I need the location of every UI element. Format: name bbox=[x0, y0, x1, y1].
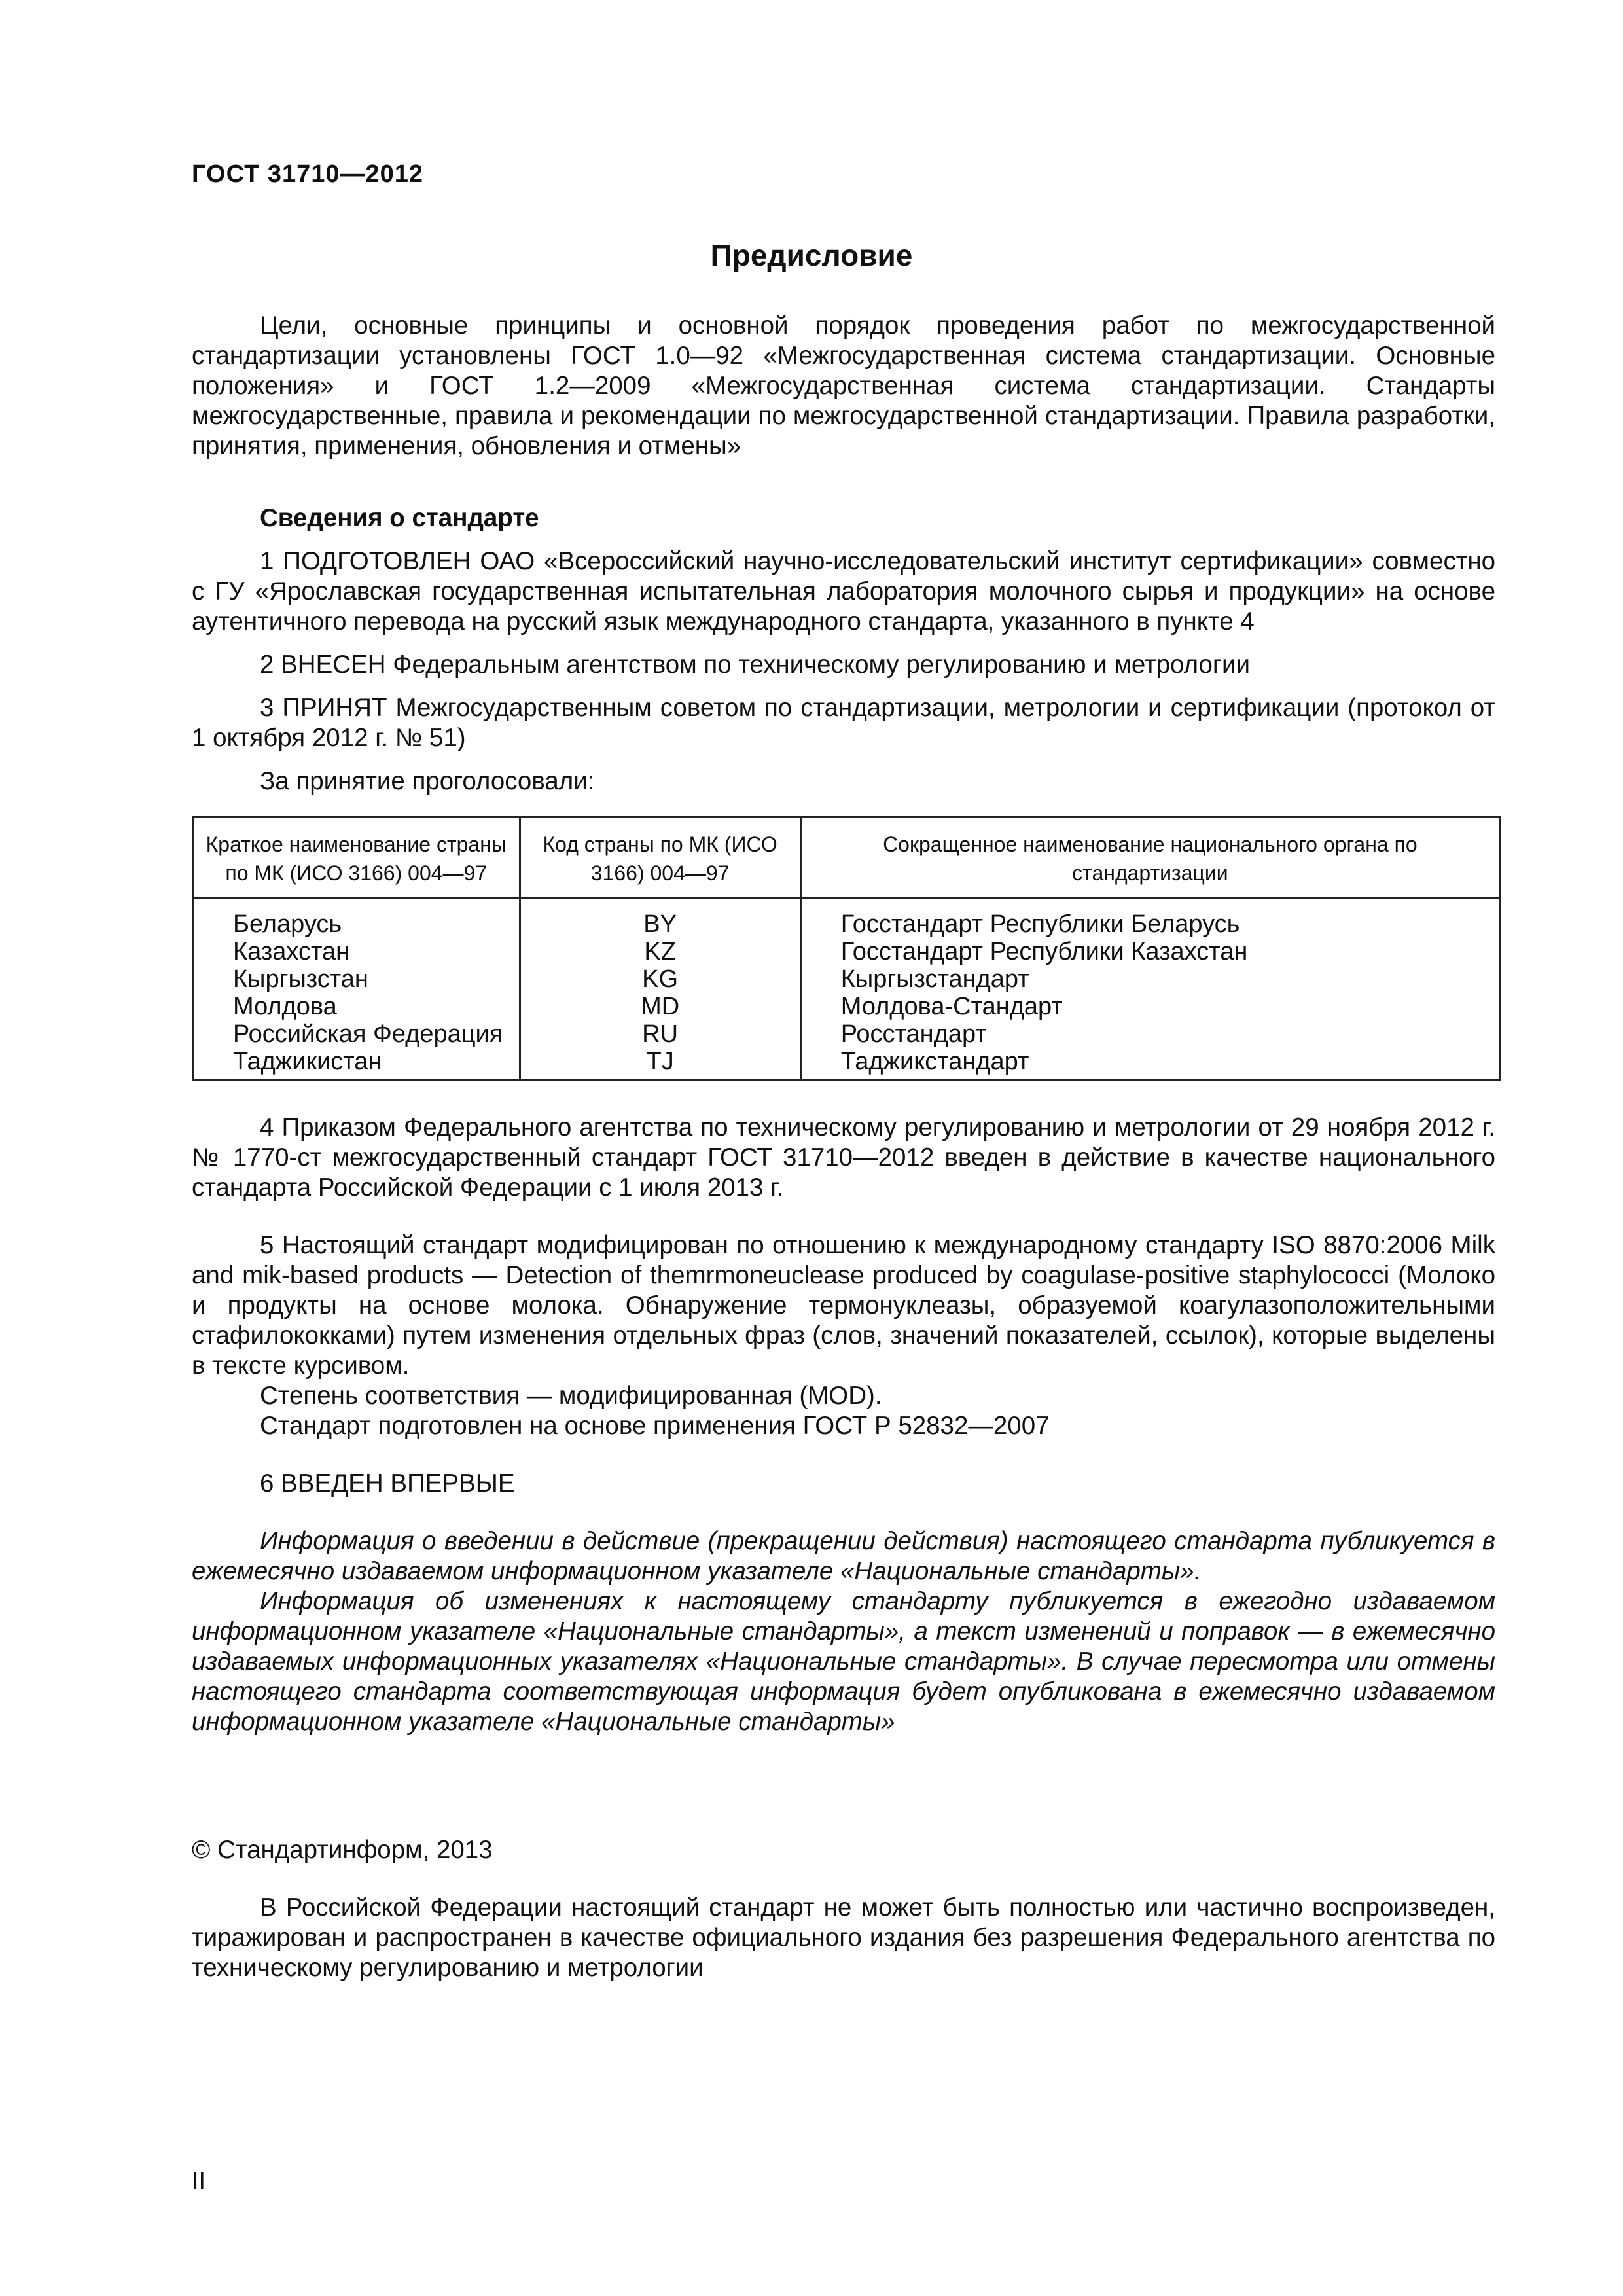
table-row bbox=[193, 1048, 1500, 1081]
info-paragraph-1: Информация о введении в действие (прекращении действия) настоящего стандарта публикуется в ежемесячно издаваемом информационном указателе «Национальные стандарты». bbox=[192, 1527, 1495, 1585]
col-header-code: Код страны по МК (ИСО 3166) 004—97 bbox=[520, 817, 800, 898]
voting-table bbox=[192, 816, 1501, 1081]
table-row bbox=[193, 993, 1500, 1020]
item-5-basis: Стандарт подготовлен на основе применения ГОСТ Р 52832—2007 bbox=[260, 1412, 1050, 1440]
code-cell: TJ bbox=[520, 1048, 800, 1081]
intro-paragraph: Цели, основные принципы и основной порядок проведения работ по межгосударственной стандартизации установлены ГОСТ 1.0—92 «Межгосударственная система стандартизации. Основные положения» и ГОСТ 1.2—2009 «Межгосударственная система стандартизации. Стандарты межгосударственные, правила и рекомендации по межгосударственной стандартизации. Правила разработки, принятия, применения, обновления и отмены» bbox=[192, 312, 1495, 460]
copyright-notice: © Стандартинформ, 2013 bbox=[192, 1836, 493, 1864]
code-cell: MD bbox=[520, 993, 800, 1020]
table-row bbox=[193, 965, 1500, 993]
country-cell: Беларусь bbox=[193, 898, 520, 939]
body-cell: Кыргызстандарт bbox=[800, 965, 1499, 993]
table-row bbox=[193, 898, 1500, 939]
code-cell: KZ bbox=[520, 938, 800, 965]
code-cell: KG bbox=[520, 965, 800, 993]
col-header-country: Краткое наименование страны по МК (ИСО 3166) 004—97 bbox=[193, 817, 520, 898]
table-row bbox=[193, 1020, 1500, 1048]
country-cell: Казахстан bbox=[193, 938, 520, 965]
body-cell: Таджикстандарт bbox=[800, 1048, 1499, 1081]
legal-notice: В Российской Федерации настоящий стандарт не может быть полностью или частично воспроизведен, тиражирован и распространен в качестве официального издания без разрешения Федерального агентства по техническому регулированию и метрологии bbox=[192, 1893, 1495, 1982]
section-heading: Сведения о стандарте bbox=[260, 504, 539, 532]
info-paragraph-2: Информация об изменениях к настоящему стандарту публикуется в ежегодно издаваемом информационном указателе «Национальные стандарты», а текст изменений и поправок — в ежемесячно издаваемых информационных указателях «Национальные стандарты». В случае пересмотра или отмены настоящего стандарта соответствующая информация будет опубликована в ежемесячно издаваемом информационном указателе «Национальные стандарты» bbox=[192, 1587, 1495, 1736]
table-row bbox=[193, 938, 1500, 965]
code-cell: RU bbox=[520, 1020, 800, 1048]
vote-intro: За принятие проголосовали: bbox=[260, 767, 595, 795]
page-number: II bbox=[192, 2168, 206, 2195]
page-title: Предисловие bbox=[710, 238, 913, 272]
country-cell: Кыргызстан bbox=[193, 965, 520, 993]
table-header-row bbox=[193, 817, 1500, 898]
standard-code: ГОСТ 31710—2012 bbox=[192, 160, 424, 188]
code-cell: BY bbox=[520, 898, 800, 939]
col-header-body: Сокращенное наименование национального органа по стандартизации bbox=[800, 817, 1499, 898]
item-1-paragraph: 1 ПОДГОТОВЛЕН ОАО «Всероссийский научно-исследовательский институт сертификации» совместно с ГУ «Ярославская государственная испытательная лаборатория молочного сырья и продукции» на основе аутентичного перевода на русский язык международного стандарта, указанного в пункте 4 bbox=[192, 547, 1495, 636]
item-5-paragraph: 5 Настоящий стандарт модифицирован по отношению к международному стандарту ISO 8870:2006 Milk and mik-based products — Detection of themrmoneuclease produced by coagulase-positive staphylococci (Молоко и продукты на основе молока. Обнаружение термонуклеазы, образуемой коагулазоположительными стафилококками) путем изменения отдельных фраз (слов, значений показателей, ссылок), которые выделены в тексте курсивом. bbox=[192, 1231, 1495, 1380]
item-3-paragraph: 3 ПРИНЯТ Межгосударственным советом по стандартизации, метрологии и сертификации (протокол от 1 октября 2012 г. № 51) bbox=[192, 694, 1495, 752]
document-body bbox=[192, 311, 1495, 1983]
country-cell: Таджикистан bbox=[193, 1048, 520, 1081]
item-5-degree: Степень соответствия — модифицированная (MOD). bbox=[260, 1382, 882, 1410]
country-cell: Российская Федерация bbox=[193, 1020, 520, 1048]
body-cell: Госстандарт Республики Казахстан bbox=[800, 938, 1499, 965]
item-2-paragraph: 2 ВНЕСЕН Федеральным агентством по техническому регулированию и метрологии bbox=[260, 651, 1250, 679]
body-cell: Росстандарт bbox=[800, 1020, 1499, 1048]
item-4-paragraph: 4 Приказом Федерального агентства по техническому регулированию и метрологии от 29 ноября 2012 г. № 1770-ст межгосударственный стандарт ГОСТ 31710—2012 введен в действие в качестве национального стандарта Российской Федерации с 1 июля 2013 г. bbox=[192, 1113, 1495, 1202]
item-6-paragraph: 6 ВВЕДЕН ВПЕРВЫЕ bbox=[260, 1469, 515, 1498]
country-cell: Молдова bbox=[193, 993, 520, 1020]
body-cell: Молдова-Стандарт bbox=[800, 993, 1499, 1020]
body-cell: Госстандарт Республики Беларусь bbox=[800, 898, 1499, 939]
